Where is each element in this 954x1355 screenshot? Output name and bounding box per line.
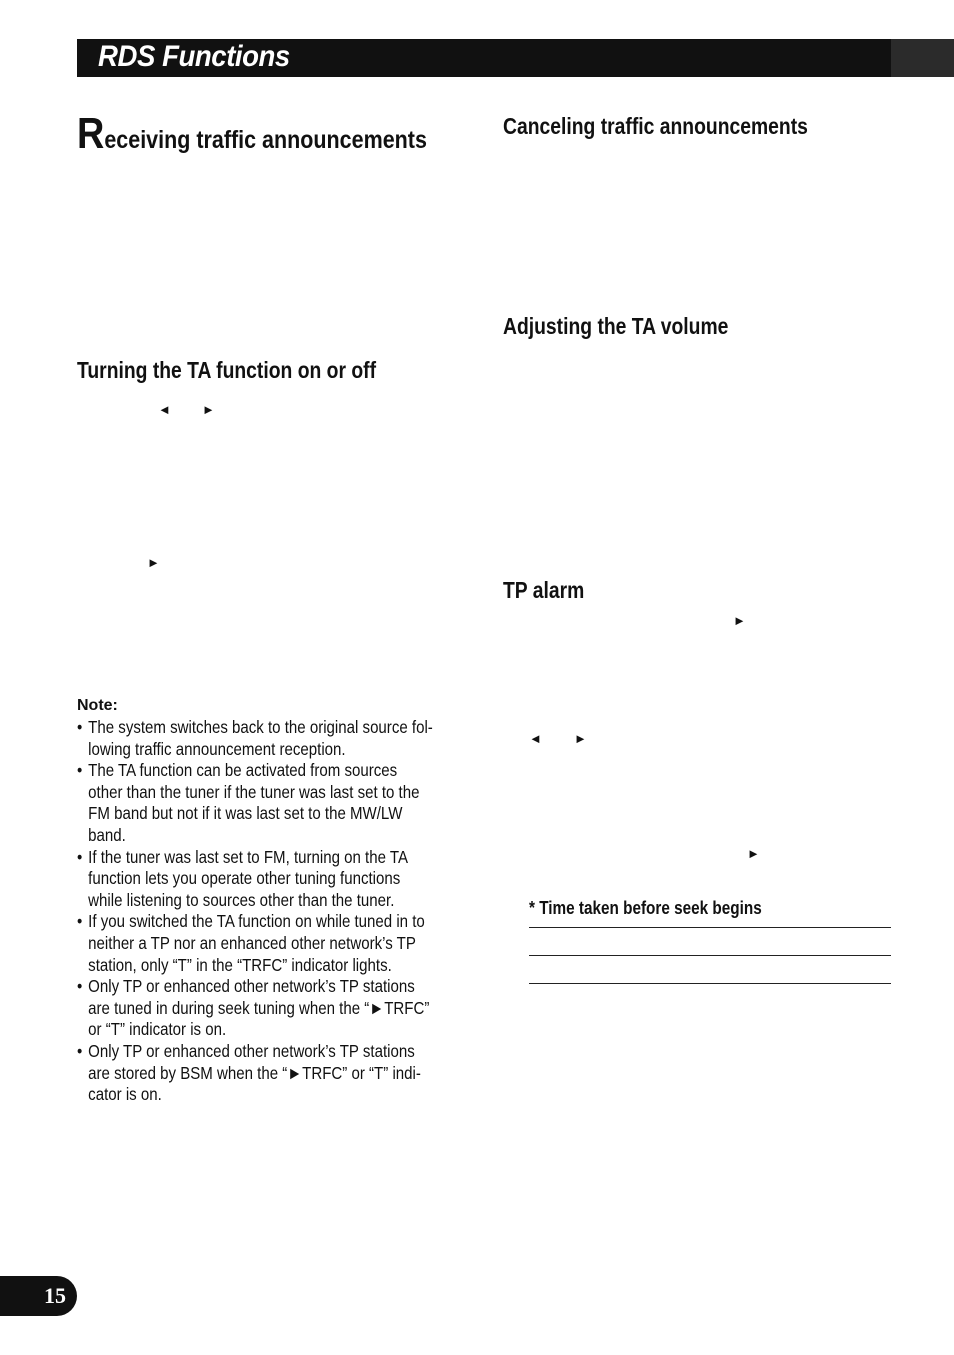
note-line: or “T” indicator is on. [88,1019,227,1040]
note-item [77,847,447,912]
note-line: band. [88,824,126,845]
right-arrow-icon: ► [574,731,587,746]
note-line: lowing traffic announcement reception. [88,738,346,759]
title-initial: R [77,109,105,158]
section-heading-turning: Turning the TA function on or off [77,357,377,383]
table-rule [529,955,891,956]
note-line: while listening to sources other than the tuner. [88,889,395,910]
note-line: • If the tuner was last set to FM, turning on the TA [88,846,409,867]
note-line: FM band but not if it was last set to the MW/LW [88,803,403,824]
note-line: • Only TP or enhanced other network’s TP stations [88,1040,415,1061]
note-line: other than the tuner if the tuner was last set to the [88,781,420,802]
seek-table-title: * Time taken before seek begins [529,898,762,918]
table-rule [529,983,891,984]
note-line: • The system switches back to the original source fol- [88,717,433,737]
note-line: function lets you operate other tuning functions [88,868,401,889]
note-line: station, only “T” in the “TRFC” indicator lights. [88,954,392,975]
note-item [77,1041,447,1106]
left-arrow-icon: ◄ [158,402,171,417]
section-heading-receiving [77,109,427,162]
page-number: 15 [44,1283,66,1308]
note-line: are tuned in during seek tuning when the “►TRFC” [88,997,430,1018]
table-rule [529,927,891,928]
note-item [77,717,447,760]
section-heading-adjusting: Adjusting the TA volume [503,313,729,339]
right-arrow-icon: ► [202,402,215,417]
note-line: • If you switched the TA function on while tuned in to [88,911,425,932]
note-line: cator is on. [88,1084,162,1105]
note-line: are stored by BSM when the “►TRFC” or “T” indi- [88,1062,421,1083]
note-item [77,911,447,976]
note-list [77,717,507,1106]
note-line: • Only TP or enhanced other network’s TP stations [88,976,415,997]
section-heading-canceling: Canceling traffic announcements [503,113,808,139]
title-rest: eceiving traffic announcements [104,126,427,154]
note-line: neither a TP nor an enhanced other network’s TP [88,932,416,953]
page-title: RDS Functions [98,40,290,73]
note-label: Note: [77,697,118,714]
right-arrow-icon: ► [147,555,160,570]
left-arrow-icon: ◄ [529,731,542,746]
note-item [77,760,447,846]
header-tab [891,39,954,77]
right-arrow-icon: ► [733,613,746,628]
right-arrow-icon: ► [747,846,760,861]
note-item [77,976,447,1041]
section-heading-tp-alarm: TP alarm [503,577,585,603]
note-line: • The TA function can be activated from sources [88,760,398,781]
